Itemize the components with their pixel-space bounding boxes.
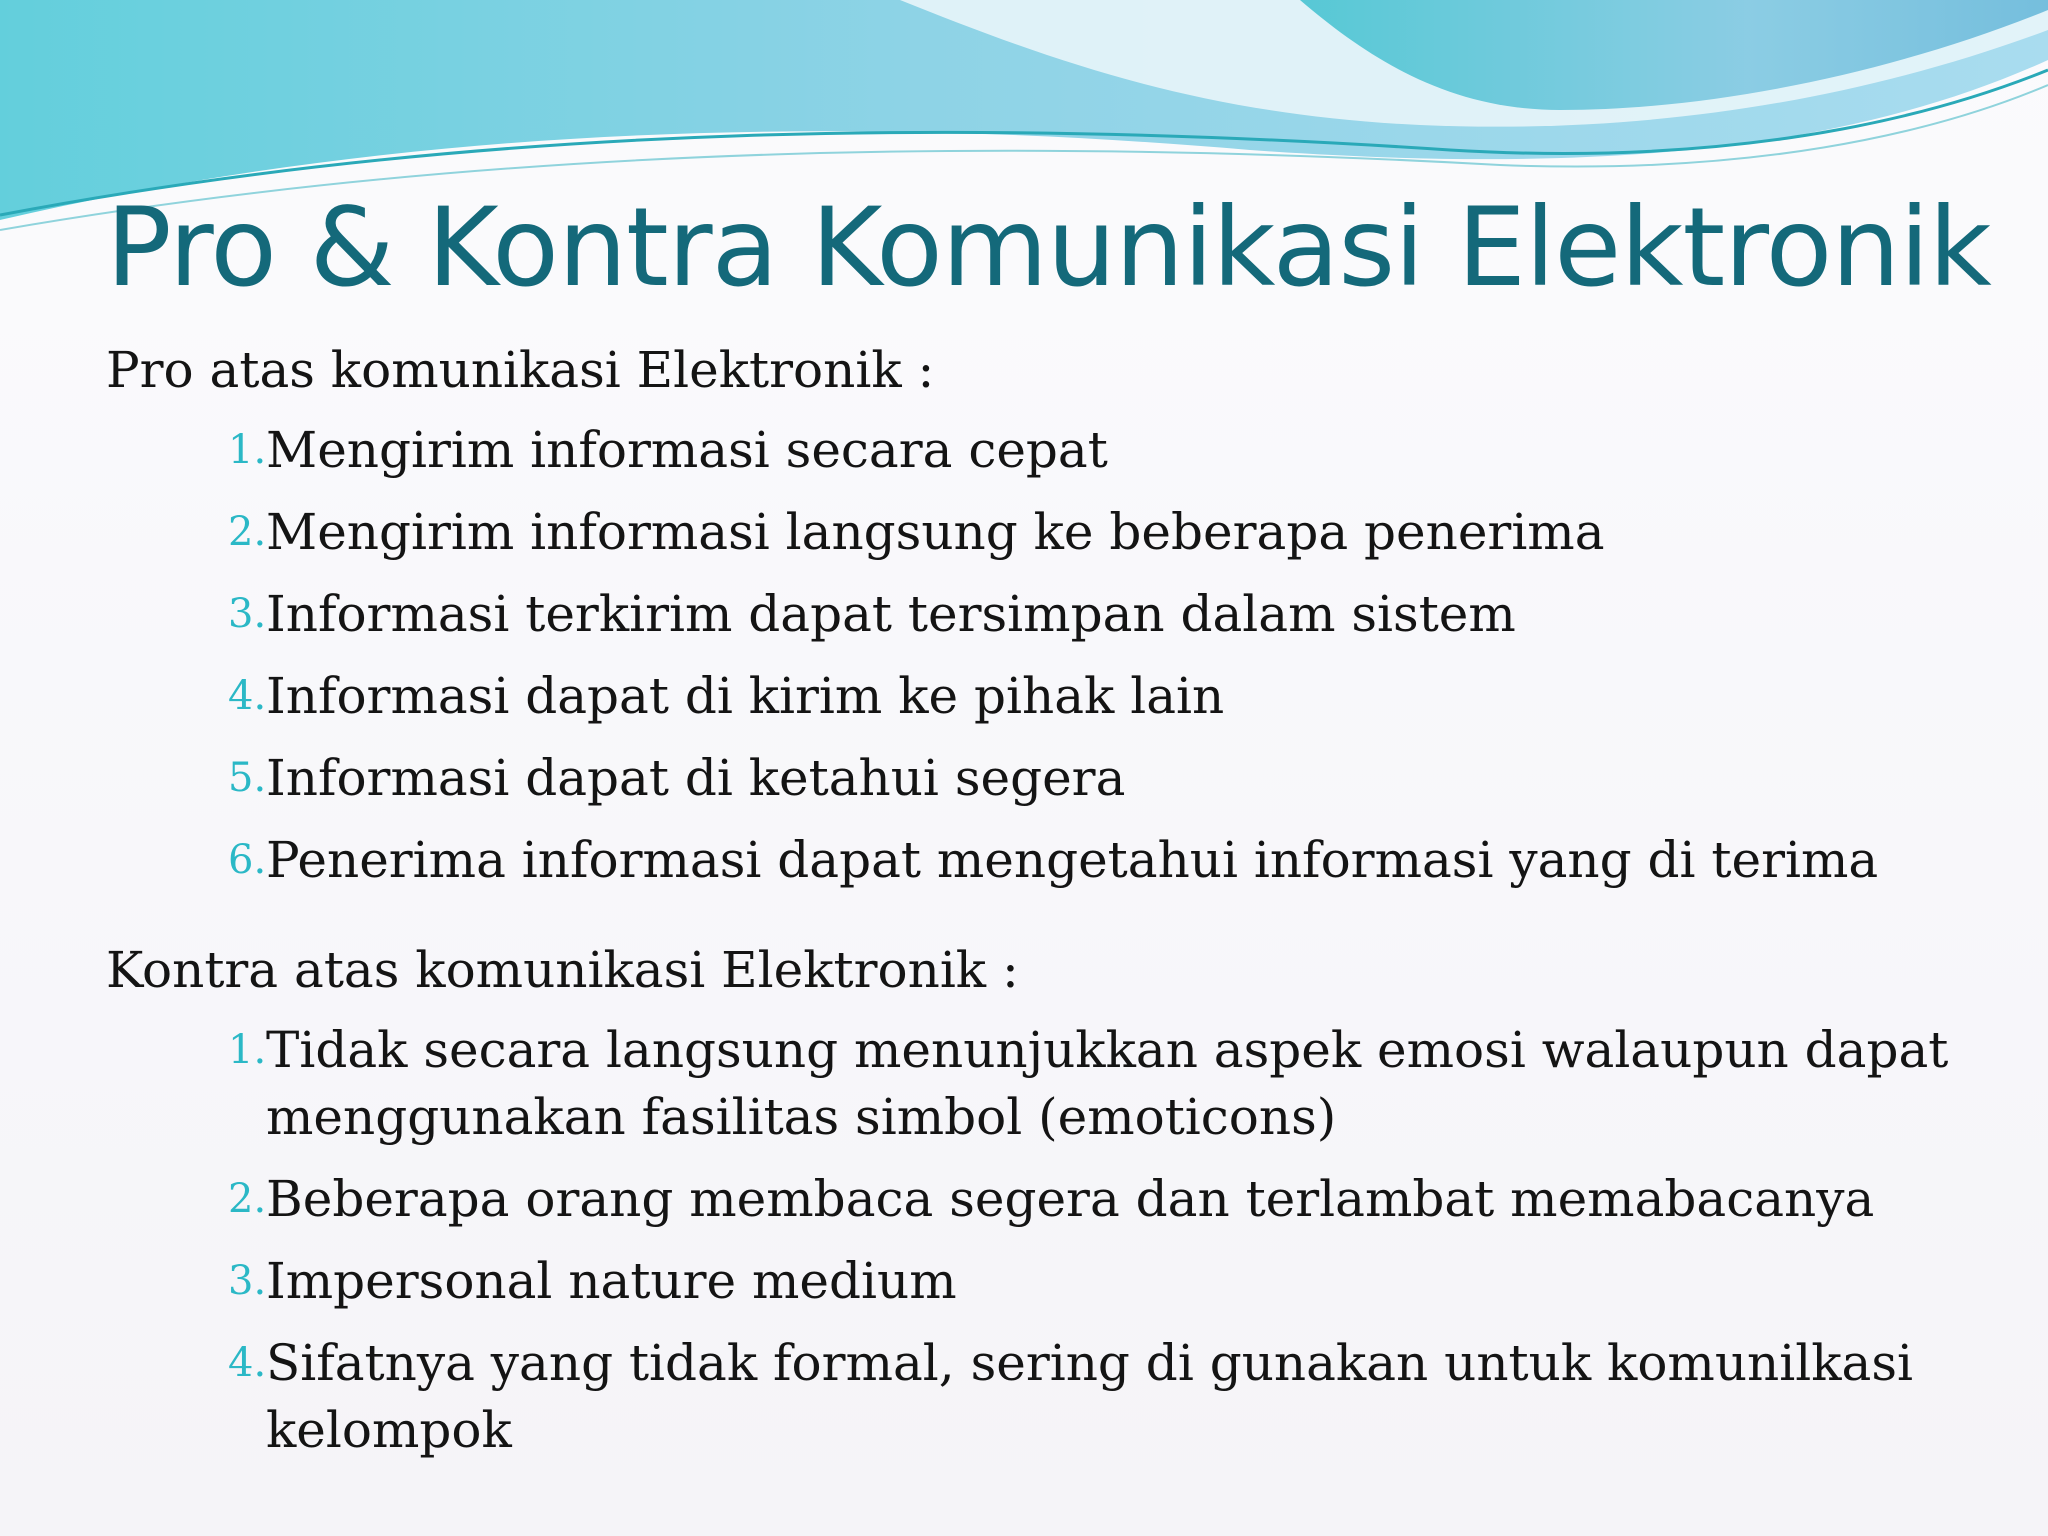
list-text: Informasi terkirim dapat tersimpan dalam sistem bbox=[266, 585, 1516, 643]
list-text: Impersonal nature medium bbox=[266, 1252, 957, 1310]
list-text: Tidak secara langsung menunjukkan aspek emosi walaupun dapat menggunakan fasilitas simbol (emoticons) bbox=[266, 1021, 1949, 1146]
list-number: 2. bbox=[228, 1176, 267, 1222]
list-text: Sifatnya yang tidak formal, sering di gunakan untuk komunilkasi kelompok bbox=[266, 1334, 1913, 1459]
list-text: Penerima informasi dapat mengetahui informasi yang di terima bbox=[266, 831, 1879, 889]
list-number: 2. bbox=[228, 509, 267, 555]
list-text: Mengirim informasi secara cepat bbox=[266, 421, 1108, 479]
list-item bbox=[228, 656, 1966, 738]
pro-list bbox=[228, 410, 1966, 902]
list-item bbox=[228, 820, 1966, 902]
slide-title: Pro & Kontra Komunikasi Elektronik bbox=[106, 184, 1991, 311]
list-number: 3. bbox=[228, 1258, 267, 1304]
list-number: 1. bbox=[228, 427, 267, 473]
list-item bbox=[228, 1010, 1966, 1159]
list-item bbox=[228, 410, 1966, 492]
list-number: 3. bbox=[228, 591, 267, 637]
section-spacer bbox=[106, 902, 1966, 930]
list-item bbox=[228, 492, 1966, 574]
list-text: Informasi dapat di ketahui segera bbox=[266, 749, 1126, 807]
list-item bbox=[228, 1323, 1966, 1472]
list-item bbox=[228, 1159, 1966, 1241]
list-item bbox=[228, 574, 1966, 656]
list-number: 6. bbox=[228, 837, 267, 883]
list-number: 4. bbox=[228, 673, 267, 719]
list-text: Beberapa orang membaca segera dan terlambat memabacanya bbox=[266, 1170, 1875, 1228]
list-item bbox=[228, 738, 1966, 820]
kontra-heading: Kontra atas komunikasi Elektronik : bbox=[106, 941, 1019, 999]
list-text: Mengirim informasi langsung ke beberapa penerima bbox=[266, 503, 1605, 561]
kontra-list bbox=[228, 1010, 1966, 1472]
pro-heading: Pro atas komunikasi Elektronik : bbox=[106, 341, 935, 399]
list-number: 5. bbox=[228, 755, 267, 801]
list-number: 4. bbox=[228, 1340, 267, 1386]
list-text: Informasi dapat di kirim ke pihak lain bbox=[266, 667, 1225, 725]
slide-body bbox=[106, 330, 1966, 1472]
list-number: 1. bbox=[228, 1027, 267, 1073]
list-item bbox=[228, 1241, 1966, 1323]
